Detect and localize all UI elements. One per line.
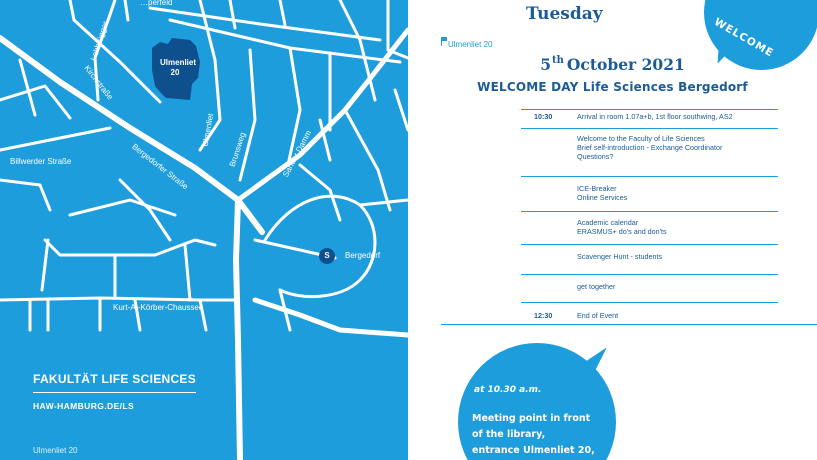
welcome-text: WELCOME bbox=[712, 16, 776, 60]
schedule-description bbox=[577, 252, 787, 261]
schedule-bottom-divider bbox=[441, 324, 817, 325]
schedule-description bbox=[577, 184, 787, 202]
schedule-time: 10:30 bbox=[534, 112, 553, 121]
schedule-divider bbox=[521, 302, 778, 303]
road-upper-10 bbox=[230, 0, 235, 28]
road-upper-5 bbox=[240, 50, 255, 180]
road-south-arterial bbox=[236, 200, 240, 460]
schedule-line: get together bbox=[577, 282, 616, 291]
schedule-line: Online Services bbox=[577, 193, 628, 202]
schedule-divider bbox=[521, 109, 778, 110]
schedule-line: End of Event bbox=[577, 311, 619, 320]
schedule-description bbox=[577, 218, 787, 236]
schedule-description bbox=[577, 311, 787, 320]
meeting-line: entrance Ulmenliet 20, bbox=[472, 445, 595, 456]
road-left-3 bbox=[0, 180, 50, 210]
road-left-2 bbox=[20, 60, 35, 115]
road-kurt-a-koerber bbox=[0, 298, 238, 300]
schedule-time: 12:30 bbox=[534, 311, 553, 320]
event-title: WELCOME DAY Life Sciences Bergedorf bbox=[477, 80, 748, 94]
road-railway-curve bbox=[255, 300, 408, 335]
road-upper-2 bbox=[125, 0, 128, 20]
street-label-top: …perfeld bbox=[140, 0, 173, 7]
road-billwerder bbox=[0, 128, 110, 150]
schedule-line: Arrival in room 1.07a+b, 1st floor southwing, AS2 bbox=[577, 112, 733, 121]
road-kirchstrasse bbox=[70, 0, 160, 102]
date-suffix: th bbox=[552, 55, 564, 66]
street-label-sander-damm: Sander Damm bbox=[281, 128, 314, 179]
schedule-line: Scavenger Hunt - students bbox=[577, 252, 663, 261]
meeting-point-text bbox=[472, 411, 622, 459]
road-left-5 bbox=[70, 200, 175, 215]
road-bergedorfer-strasse bbox=[0, 38, 262, 232]
street-network bbox=[0, 0, 408, 460]
schedule-description bbox=[577, 112, 787, 121]
schedule-divider bbox=[521, 176, 778, 177]
meeting-line: of the library, bbox=[472, 429, 546, 440]
faculty-title: FAKULTÄT LIFE SCIENCES bbox=[33, 372, 197, 386]
road-east-5 bbox=[360, 200, 408, 205]
schedule-line: ICE-Breaker bbox=[577, 184, 617, 193]
day-heading: Tuesday bbox=[526, 4, 603, 24]
road-bergedorfer-east bbox=[238, 30, 408, 200]
road-left-8 bbox=[185, 245, 190, 300]
building-number: 20 bbox=[170, 68, 180, 77]
road-upper-8 bbox=[340, 0, 375, 100]
schedule-divider bbox=[521, 211, 778, 212]
street-label-brunsweg: Brunsweg bbox=[227, 131, 248, 168]
welcome-day-flyer bbox=[408, 0, 817, 460]
schedule-divider bbox=[521, 244, 778, 245]
street-label-lohbruegger: Lohbrügger bbox=[88, 20, 110, 62]
location-tag: Ulmenliet 20 bbox=[448, 40, 493, 49]
road-left-7 bbox=[42, 240, 48, 290]
campus-map bbox=[0, 0, 408, 460]
street-label-kirchstrasse: Kirchstraße bbox=[82, 63, 115, 102]
s-bahn-icon: S bbox=[319, 248, 335, 264]
schedule-line: Brief self-introduction - Exchange Coordinator bbox=[577, 143, 723, 152]
schedule-divider bbox=[521, 274, 778, 275]
schedule-line: Academic calendar bbox=[577, 218, 639, 227]
street-label-ulmenliet: Ulmenliet bbox=[200, 112, 216, 148]
meeting-line: Meeting point in front bbox=[472, 413, 591, 424]
building-label bbox=[160, 58, 197, 78]
date-day-number: 5 bbox=[540, 55, 552, 74]
left-footer: Ulmenliet 20 bbox=[33, 446, 78, 455]
schedule-description bbox=[577, 282, 787, 291]
road-upper-9 bbox=[280, 0, 285, 25]
station-label: Bergedorf bbox=[345, 251, 381, 260]
building-name: Ulmenliet bbox=[160, 58, 197, 67]
road-left-6 bbox=[45, 240, 215, 255]
road-east-2 bbox=[300, 165, 340, 220]
street-label-kurt-a-koerber: Kurt-A.-Körber-Chaussee bbox=[113, 303, 204, 312]
street-label-billwerder: Billwerder Straße bbox=[10, 157, 72, 166]
schedule-divider bbox=[521, 128, 778, 129]
faculty-divider bbox=[33, 392, 196, 393]
schedule-line: ERASMUS+ do's and don'ts bbox=[577, 227, 667, 236]
faculty-url[interactable]: HAW-HAMBURG.DE/LS bbox=[33, 401, 135, 411]
road-east-3 bbox=[345, 110, 390, 210]
road-east-8 bbox=[395, 90, 408, 130]
schedule-line: Questions? bbox=[577, 152, 614, 161]
event-date bbox=[408, 55, 817, 74]
meeting-time: at 10.30 a.m. bbox=[474, 385, 542, 395]
schedule-line: Welcome to the Faculty of Life Sciences bbox=[577, 134, 705, 143]
street-label-bergedorfer: Bergedorfer Straße bbox=[130, 141, 190, 192]
date-rest: October 2021 bbox=[566, 55, 685, 74]
flag-icon bbox=[441, 37, 447, 46]
schedule-description bbox=[577, 134, 787, 161]
